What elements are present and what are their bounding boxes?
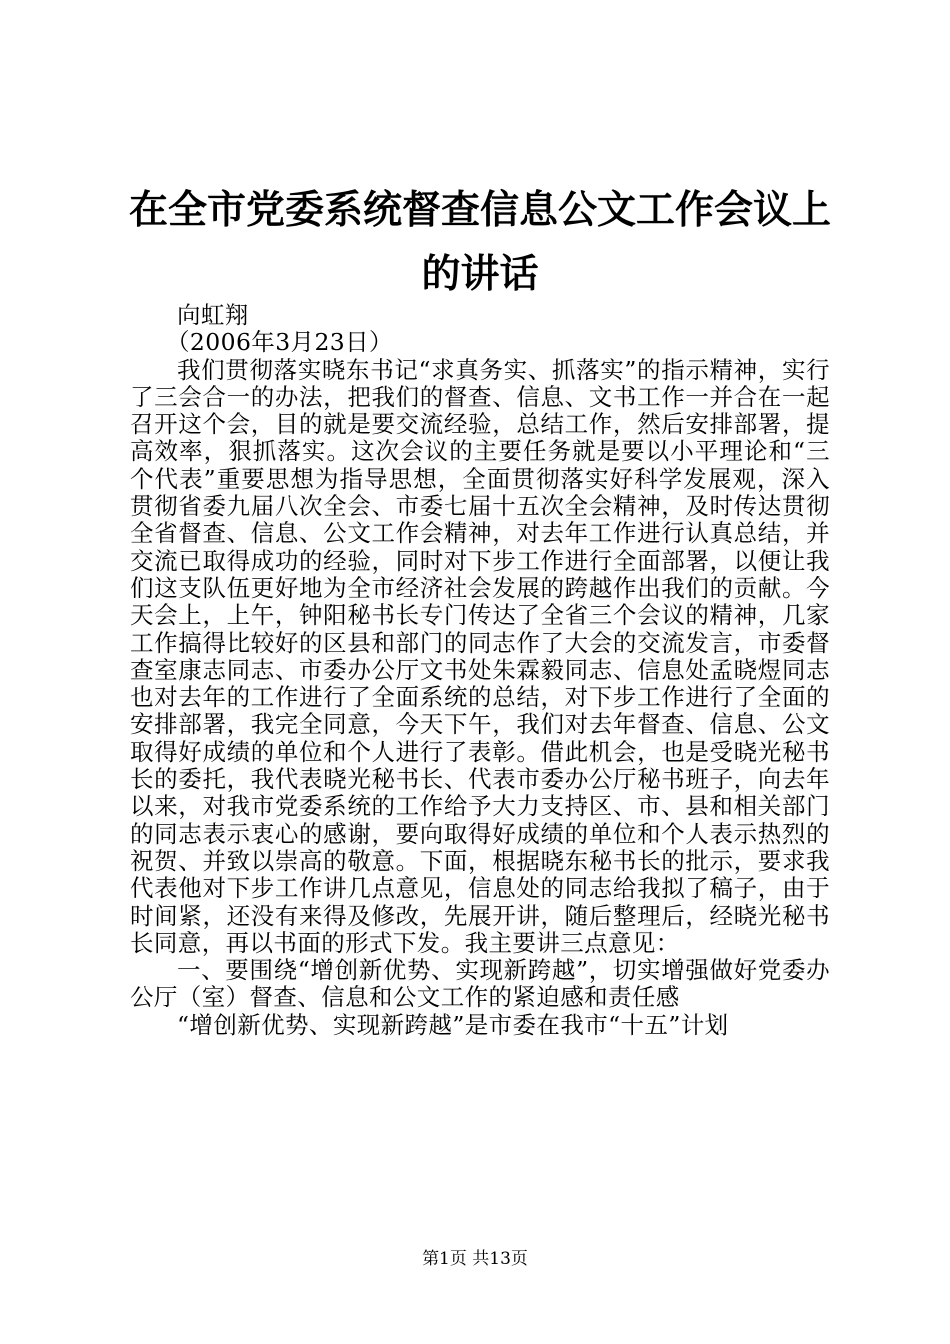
date-line: （2006年3月23日） [166,328,393,357]
paragraph-3: “增创新优势、实现新跨越”是市委在我市“十五”计划 [177,1010,729,1039]
author-line: 向虹翔 [177,301,249,329]
document-body [130,302,830,1039]
paragraph-1: 我们贯彻落实晓东书记“求真务实、抓落实”的指示精神，实行了三会合一的办法，把我们的督查、信息、文书工作一并合在一起召开这个会，目的就是要交流经验，总结工作，然后安排部署，提高效率，狠抓落实。这次会议的主要任务就是要以小平理论和“三个代表”重要思想为指导思想，全面贯彻落实好科学发展观，深入贯彻省委九届八次全会、市委七届十五次全会精神，及时传达贯彻全省督查、信息、公文工作会精神，对去年工作进行认真总结，并交流已取得成功的经验，同时对下步工作进行全面部署，以便让我们这支队伍更好地为全市经济社会发展的跨越作出我们的贡献。今天会上，上午，钟阳秘书长专门传达了全省三个会议的精神，几家工作搞得比较好的区县和部门的同志作了大会的交流发言，市委督查室康志同志、市委办公厅文书处朱霖毅同志、信息处孟晓煜同志也对去年的工作进行了全面系统的总结，对下步工作进行了全面的安排部署，我完全同意，今天下午，我们对去年督查、信息、公文取得好成绩的单位和个人进行了表彰。借此机会，也是受晓光秘书长的委托，我代表晓光秘书长、代表市委办公厅秘书班子，向去年以来，对我市党委系统的工作给予大力支持区、市、县和相关部门的同志表示衷心的感谢，要向取得好成绩的单位和个人表示热烈的祝贺、并致以崇高的敬意。下面，根据晓东秘书长的批示，要求我代表他对下步工作讲几点意见，信息处的同志给我拟了稿子，由于时间紧，还没有来得及修改，先展开讲，随后整理后，经晓光秘书长同意，再以书面的形式下发。我主要讲三点意见： [130,355,830,957]
document-title: 在全市党委系统督查信息公文工作会议上的讲话 [128,187,831,297]
paragraph-2: 一、要围绕“增创新优势、实现新跨越”，切实增强做好党委办公厅（室）督查、信息和公文工作的紧迫感和责任感 [130,956,830,1012]
page-footer: 第1页 共13页 [422,1249,528,1269]
